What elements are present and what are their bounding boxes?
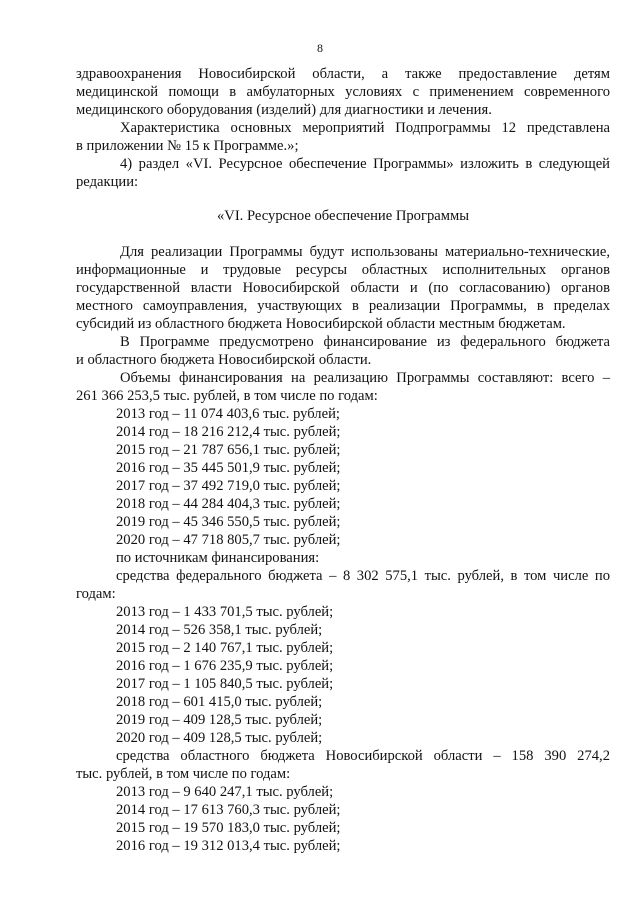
text-line: редакции: bbox=[76, 174, 139, 190]
text-line: и областного бюджета Новосибирской области. bbox=[76, 352, 372, 368]
year-total-line: 2015 год – 21 787 656,1 тыс. рублей; bbox=[116, 442, 341, 458]
sources-heading: по источникам финансирования: bbox=[116, 550, 320, 566]
year-total-line: 2014 год – 18 216 212,4 тыс. рублей; bbox=[116, 424, 341, 440]
federal-year-line: 2017 год – 1 105 840,5 тыс. рублей; bbox=[116, 676, 334, 692]
regional-year-line: 2013 год – 9 640 247,1 тыс. рублей; bbox=[116, 784, 334, 800]
text-line: 261 366 253,5 тыс. рублей, в том числе по годам: bbox=[76, 388, 378, 404]
federal-year-line: 2019 год – 409 128,5 тыс. рублей; bbox=[116, 712, 323, 728]
federal-year-line: 2013 год – 1 433 701,5 тыс. рублей; bbox=[116, 604, 334, 620]
year-total-line: 2018 год – 44 284 404,3 тыс. рублей; bbox=[116, 496, 341, 512]
regional-year-line: 2015 год – 19 570 183,0 тыс. рублей; bbox=[116, 820, 341, 836]
year-total-line: 2013 год – 11 074 403,6 тыс. рублей; bbox=[116, 406, 340, 422]
year-total-line: 2016 год – 35 445 501,9 тыс. рублей; bbox=[116, 460, 341, 476]
text-line: В Программе предусмотрено финансирование из федерального бюджета bbox=[120, 334, 610, 350]
text-line: информационные и трудовые ресурсы областных исполнительных органов bbox=[76, 262, 610, 278]
text-line: в приложении № 15 к Программе.»; bbox=[76, 138, 299, 154]
text-line: Объемы финансирования на реализацию Программы составляют: всего – bbox=[120, 370, 610, 386]
year-total-line: 2019 год – 45 346 550,5 тыс. рублей; bbox=[116, 514, 341, 530]
federal-year-line: 2016 год – 1 676 235,9 тыс. рублей; bbox=[116, 658, 334, 674]
text-line: местного самоуправления, участвующих в реализации Программы, в пределах bbox=[76, 298, 610, 314]
text-line: медицинского оборудования (изделий) для диагностики и лечения. bbox=[76, 102, 492, 118]
page-number: 8 bbox=[317, 41, 323, 55]
text-line: Характеристика основных мероприятий Подпрограммы 12 представлена bbox=[120, 120, 610, 136]
text-line: Для реализации Программы будут использованы материально-технические, bbox=[120, 244, 610, 260]
year-total-line: 2017 год – 37 492 719,0 тыс. рублей; bbox=[116, 478, 341, 494]
regional-year-line: 2014 год – 17 613 760,3 тыс. рублей; bbox=[116, 802, 341, 818]
regional-year-line: 2016 год – 19 312 013,4 тыс. рублей; bbox=[116, 838, 341, 854]
federal-year-line: 2014 год – 526 358,1 тыс. рублей; bbox=[116, 622, 323, 638]
federal-year-line: 2015 год – 2 140 767,1 тыс. рублей; bbox=[116, 640, 334, 656]
year-total-line: 2020 год – 47 718 805,7 тыс. рублей; bbox=[116, 532, 341, 548]
text-line: 4) раздел «VI. Ресурсное обеспечение Программы» изложить в следующей bbox=[120, 156, 610, 172]
text-line: годам: bbox=[76, 586, 116, 602]
section-title: «VI. Ресурсное обеспечение Программы bbox=[216, 208, 470, 224]
text-line: государственной власти Новосибирской области и (по согласованию) органов bbox=[76, 280, 610, 296]
text-line: субсидий из областного бюджета Новосибирской области местным бюджетам. bbox=[76, 316, 566, 332]
text-line: здравоохранения Новосибирской области, а также предоставление детям bbox=[76, 66, 610, 82]
text-line: медицинской помощи в амбулаторных условиях с применением современного bbox=[76, 84, 610, 100]
text-line: тыс. рублей, в том числе по годам: bbox=[76, 766, 291, 782]
text-line: средства федерального бюджета – 8 302 575,1 тыс. рублей, в том числе по bbox=[116, 568, 610, 584]
federal-year-line: 2020 год – 409 128,5 тыс. рублей; bbox=[116, 730, 323, 746]
federal-year-line: 2018 год – 601 415,0 тыс. рублей; bbox=[116, 694, 323, 710]
text-line: средства областного бюджета Новосибирской области – 158 390 274,2 bbox=[116, 748, 610, 764]
